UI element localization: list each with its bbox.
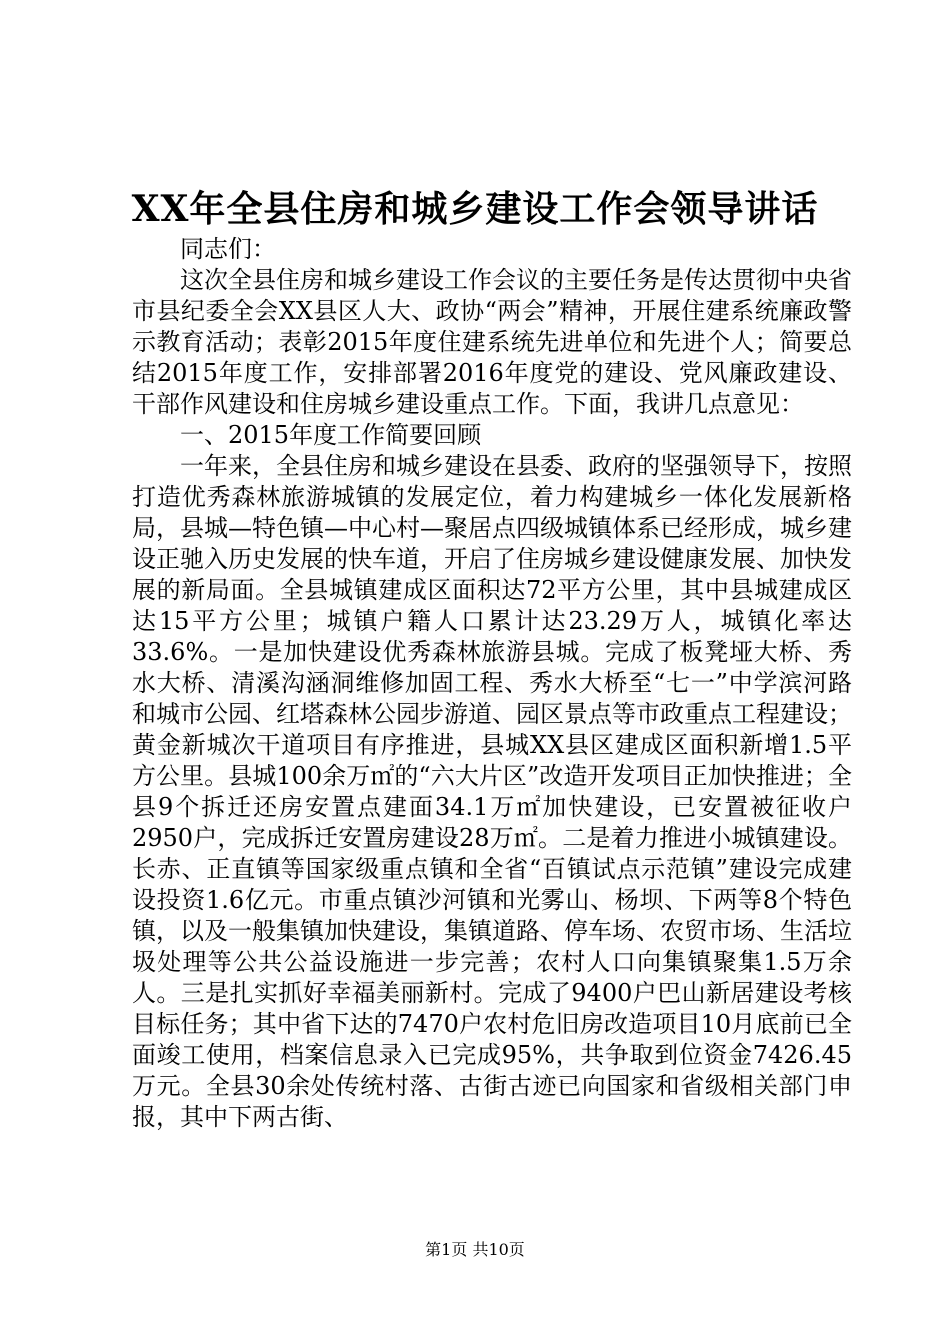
paragraph-review: 一年来，全县住房和城乡建设在县委、政府的坚强领导下，按照打造优秀森林旅游城镇的发展定位，着力构建城乡一体化发展新格局，县城—特色镇—中心村—聚居点四级城镇体系已经形成，城乡建设正驰入历史发展的快车道，开启了住房城乡建设健康发展、加快发展的新局面。全县城镇建成区面积达72平方公里，其中县城建成区达15平方公里；城镇户籍人口累计达23.29万人，城镇化率达33.6%。一是加快建设优秀森林旅游县城。完成了板凳垭大桥、秀水大桥、清溪沟涵洞维修加固工程、秀水大桥至“七一”中学滨河路和城市公园、红塔森林公园步游道、园区景点等市政重点工程建设；黄金新城次干道项目有序推进，县城XX县区建成区面积新增1.5平方公里。县城100余万㎡的“六大片区”改造开发项目正加快推进；全县9个拆迁还房安置点建面34.1万㎡加快建设，已安置被征收户2950户，完成拆迁安置房建设28万㎡。二是着力推进小城镇建设。长赤、正直镇等国家级重点镇和全省“百镇试点示范镇”建设完成建设投资1.6亿元。市重点镇沙河镇和光雾山、杨坝、下两等8个特色镇，以及一般集镇加快建设，集镇道路、停车场、农贸市场、生活垃圾处理等公共公益设施进一步完善；农村人口向集镇聚集1.5万余人。三是扎实抓好幸福美丽新村。完成了9400户巴山新居建设考核目标任务；其中省下达的7470户农村危旧房改造项目10月底前已全面竣工使用，档案信息录入已完成95%，共争取到位资金7426.45万元。全县30余处传统村落、古街古迹已向国家和省级相关部门申报，其中下两古街、 (132, 452, 852, 1131)
document-body (132, 234, 852, 1133)
page-number: 第1页 共10页 (425, 1240, 525, 1259)
salutation: 同志们： (180, 235, 276, 263)
section-heading: 一、2015年度工作简要回顾 (180, 421, 482, 449)
paragraph-intro: 这次全县住房和城乡建设工作会议的主要任务是传达贯彻中央省市县纪委全会XX县区人大、政协“两会”精神，开展住建系统廉政警示教育活动；表彰2015年度住建系统先进单位和先进个人；简要总结2015年度工作，安排部署2016年度党的建设、党风廉政建设、干部作风建设和住房城乡建设重点工作。下面，我讲几点意见： (132, 266, 852, 418)
document-title: XX年全县住房和城乡建设工作会领导讲话 (131, 188, 819, 230)
